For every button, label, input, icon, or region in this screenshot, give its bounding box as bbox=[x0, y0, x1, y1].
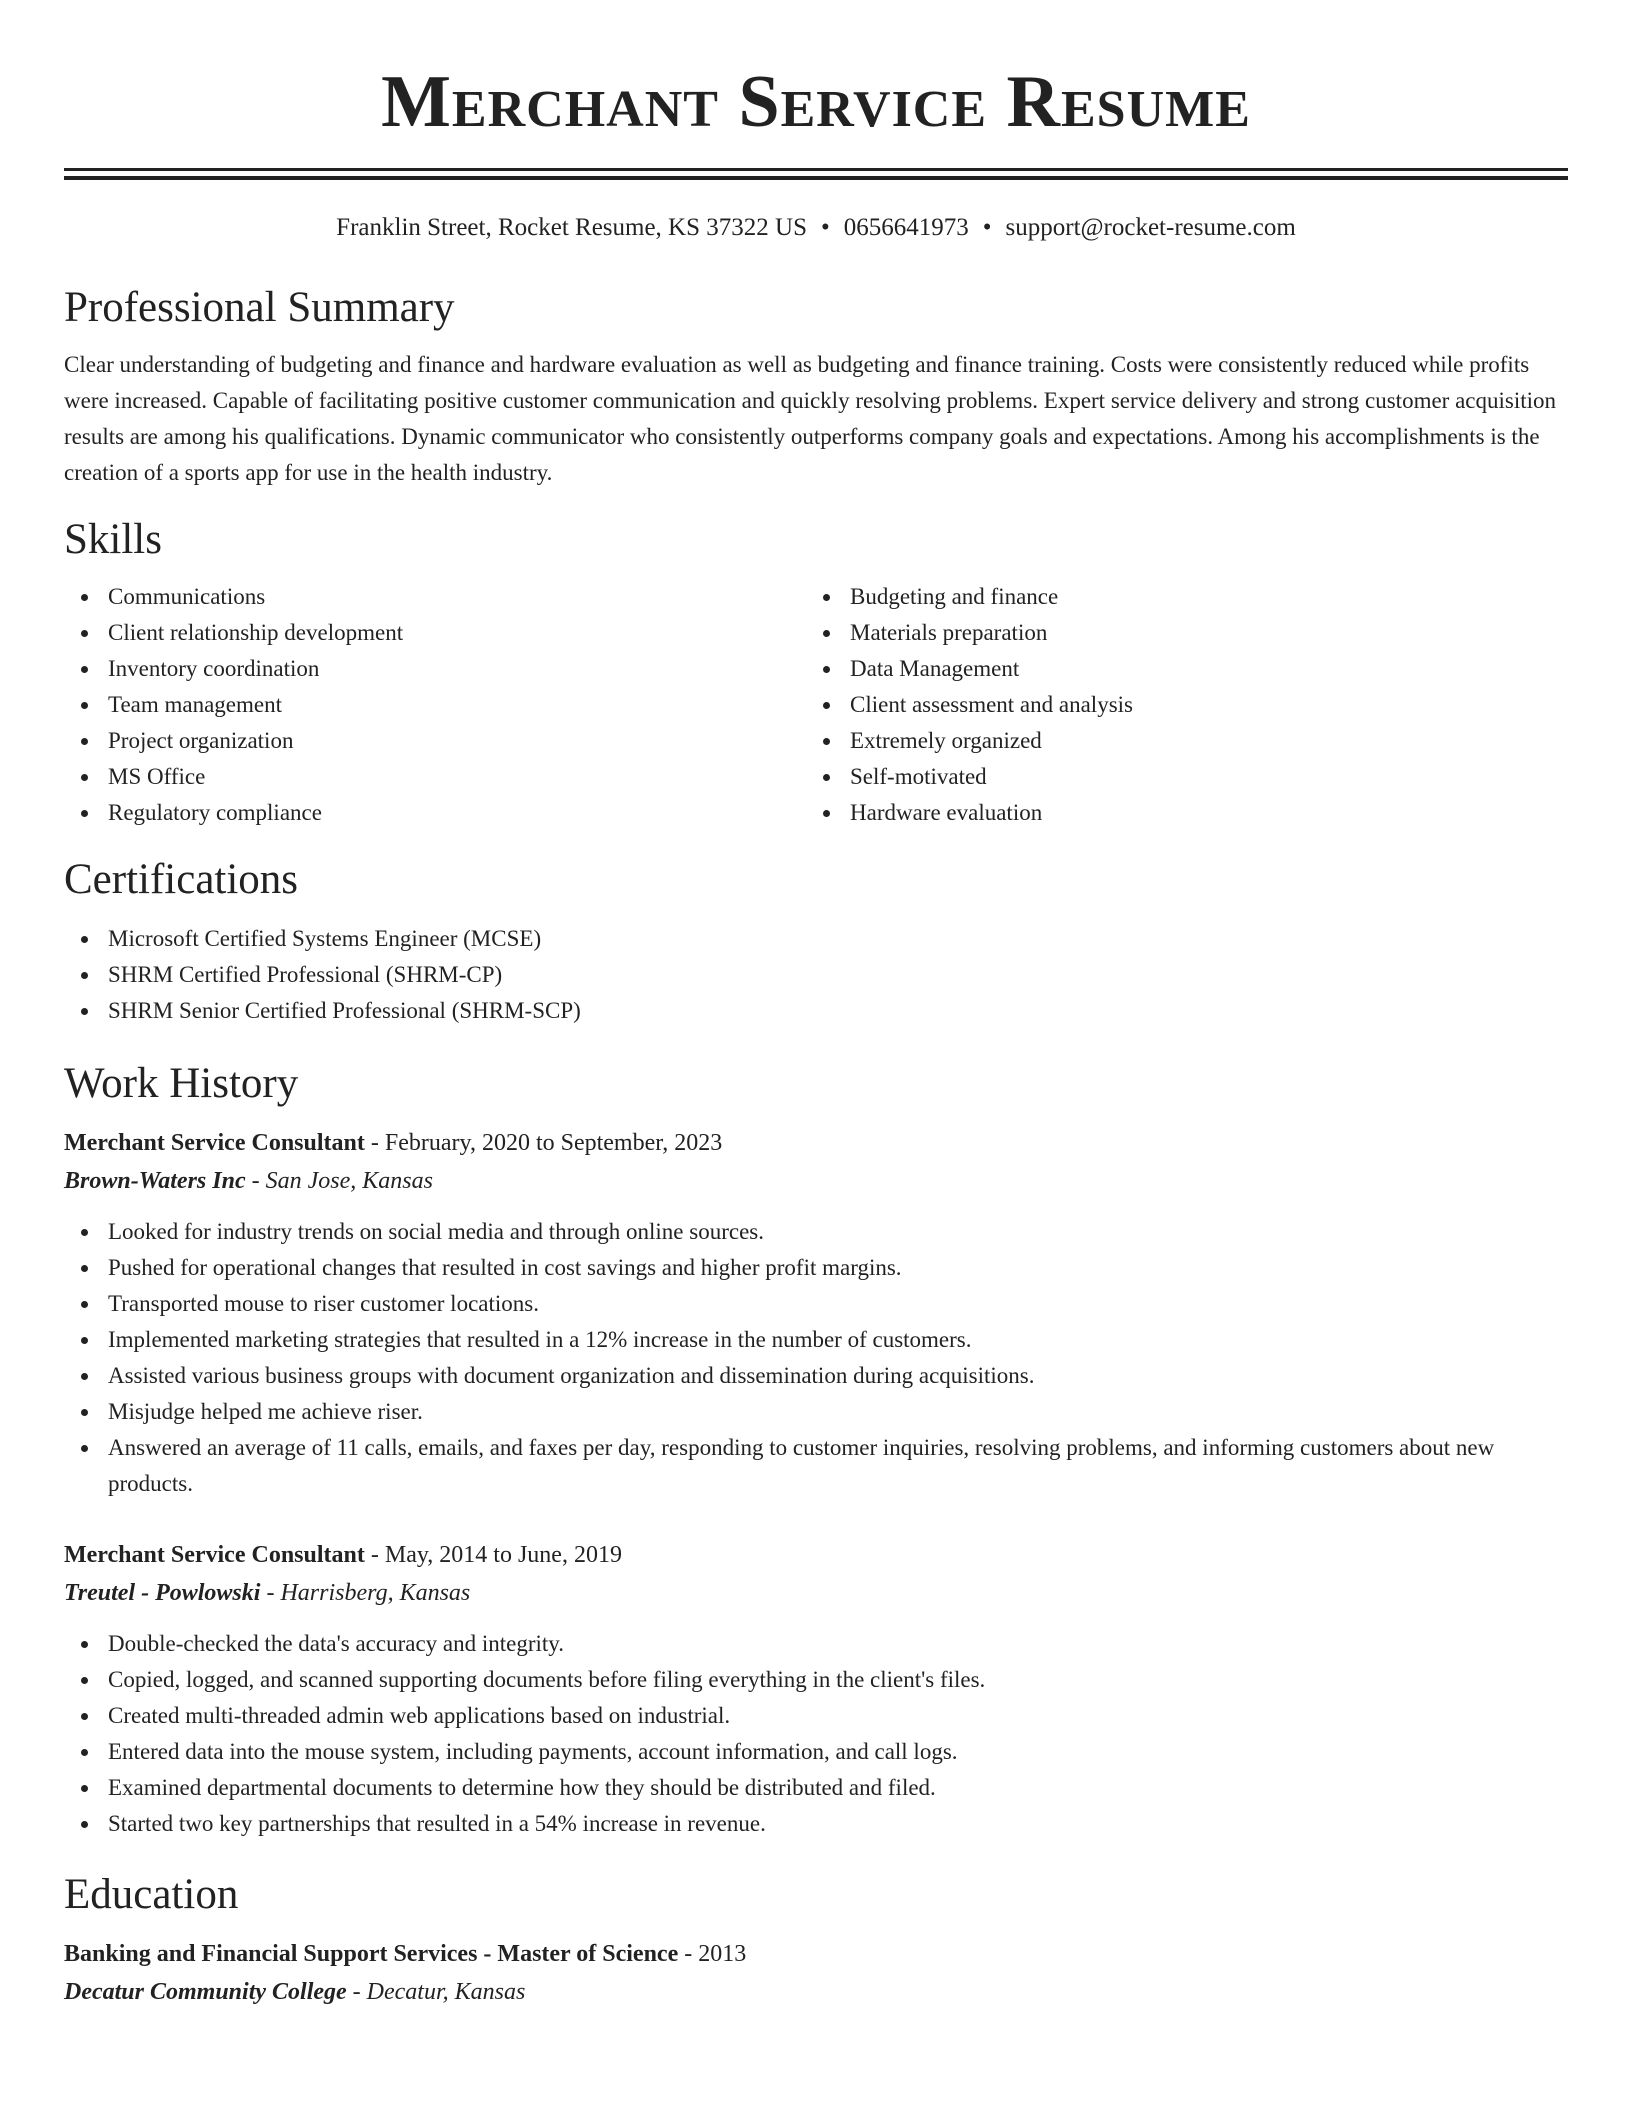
skill-item: Budgeting and finance bbox=[806, 579, 1548, 615]
job-company: Brown-Waters Inc bbox=[64, 1168, 246, 1194]
skill-item: Team management bbox=[64, 687, 806, 723]
job-entry bbox=[64, 1124, 1568, 1502]
job-dates: May, 2014 to June, 2019 bbox=[384, 1542, 622, 1568]
education-entry bbox=[64, 1935, 1568, 2011]
education-school-line: Decatur Community College - Decatur, Kansas bbox=[64, 1979, 526, 2005]
job-entry bbox=[64, 1536, 1568, 1842]
job-bullet: Double-checked the data's accuracy and integrity. bbox=[64, 1626, 1568, 1662]
summary-text: Clear understanding of budgeting and finance and hardware evaluation as well as budgeting and finance training. Costs were consistently reduced while profits were increased. Capable of facilitating positive customer communication and quickly resolving problems. Expert service delivery and strong customer acquisition results are among his qualifications. Dynamic communicator who consistently outperforms company goals and expectations. Among his accomplishments is the creation of a sports app for use in the health industry. bbox=[64, 352, 1557, 485]
job-bullet: Entered data into the mouse system, including payments, account information, and call logs. bbox=[64, 1734, 1568, 1770]
job-bullet: Assisted various business groups with document organization and dissemination during acquisitions. bbox=[64, 1358, 1568, 1394]
skill-item: Communications bbox=[64, 579, 806, 615]
certification-item: Microsoft Certified Systems Engineer (MCSE) bbox=[64, 921, 1568, 957]
skill-item: Extremely organized bbox=[806, 723, 1548, 759]
education-degree: Banking and Financial Support Services - Master of Science bbox=[64, 1941, 679, 1967]
job-header: Merchant Service Consultant - May, 2014 to June, 2019 bbox=[64, 1542, 622, 1568]
job-bullet: Pushed for operational changes that resulted in cost savings and higher profit margins. bbox=[64, 1250, 1568, 1286]
job-title: Merchant Service Consultant bbox=[64, 1542, 365, 1568]
job-bullet: Implemented marketing strategies that resulted in a 12% increase in the number of customers. bbox=[64, 1322, 1568, 1358]
resume-page bbox=[64, 0, 1568, 2011]
job-company: Treutel - Powlowski bbox=[64, 1580, 261, 1606]
job-bullet: Started two key partnerships that resulted in a 54% increase in revenue. bbox=[64, 1806, 1568, 1842]
job-bullet: Created multi-threaded admin web applications based on industrial. bbox=[64, 1698, 1568, 1734]
job-dates: February, 2020 to September, 2023 bbox=[384, 1130, 723, 1156]
skill-item: Self-motivated bbox=[806, 759, 1548, 795]
job-bullet: Looked for industry trends on social media and through online sources. bbox=[64, 1214, 1568, 1250]
skill-item: Hardware evaluation bbox=[806, 795, 1548, 831]
skill-item: Project organization bbox=[64, 723, 806, 759]
certification-item: SHRM Certified Professional (SHRM-CP) bbox=[64, 957, 1568, 993]
education-school: Decatur Community College bbox=[64, 1979, 347, 2005]
job-bullet: Answered an average of 11 calls, emails, and faxes per day, responding to customer inquiries, resolving problems, and informing customers about new products. bbox=[64, 1430, 1568, 1502]
contact-separator: • bbox=[982, 214, 992, 241]
work-history-heading: Work History bbox=[64, 1060, 299, 1107]
skills-column-left bbox=[64, 579, 806, 831]
education-year: 2013 bbox=[698, 1941, 747, 1967]
job-bullets bbox=[64, 1214, 1568, 1502]
skill-item: Client assessment and analysis bbox=[806, 687, 1548, 723]
title-divider-top bbox=[64, 168, 1568, 171]
job-location: Harrisberg, Kansas bbox=[280, 1580, 471, 1606]
title-divider-bottom bbox=[64, 176, 1568, 180]
job-header: Merchant Service Consultant - February, 2020 to September, 2023 bbox=[64, 1130, 723, 1156]
job-employer: Brown-Waters Inc - San Jose, Kansas bbox=[64, 1168, 433, 1194]
job-title: Merchant Service Consultant bbox=[64, 1130, 365, 1156]
skill-item: Client relationship development bbox=[64, 615, 806, 651]
job-bullet: Examined departmental documents to determine how they should be distributed and filed. bbox=[64, 1770, 1568, 1806]
job-bullet: Transported mouse to riser customer locations. bbox=[64, 1286, 1568, 1322]
job-bullet: Misjudge helped me achieve riser. bbox=[64, 1394, 1568, 1430]
contact-email: support@rocket-resume.com bbox=[1005, 214, 1296, 241]
contact-address: Franklin Street, Rocket Resume, KS 37322 US bbox=[336, 214, 807, 241]
job-employer: Treutel - Powlowski - Harrisberg, Kansas bbox=[64, 1580, 471, 1606]
skill-item: MS Office bbox=[64, 759, 806, 795]
skills-column-right bbox=[806, 579, 1548, 831]
job-location: San Jose, Kansas bbox=[265, 1168, 433, 1194]
certifications-list bbox=[64, 921, 1568, 1029]
skill-item: Materials preparation bbox=[806, 615, 1548, 651]
skill-item: Inventory coordination bbox=[64, 651, 806, 687]
education-header: Banking and Financial Support Services - Master of Science - 2013 bbox=[64, 1941, 747, 1967]
resume-title: Merchant Service Resume bbox=[381, 61, 1251, 143]
contact-separator: • bbox=[820, 214, 830, 241]
summary-heading: Professional Summary bbox=[64, 284, 455, 331]
education-location: Decatur, Kansas bbox=[366, 1979, 526, 2005]
contact-line bbox=[64, 212, 1568, 244]
contact-phone: 0656641973 bbox=[843, 214, 969, 241]
job-bullets bbox=[64, 1626, 1568, 1842]
skills-list bbox=[64, 579, 1568, 831]
skill-item: Data Management bbox=[806, 651, 1548, 687]
job-bullet: Copied, logged, and scanned supporting documents before filing everything in the client's files. bbox=[64, 1662, 1568, 1698]
skills-heading: Skills bbox=[64, 516, 162, 563]
skill-item: Regulatory compliance bbox=[64, 795, 806, 831]
certification-item: SHRM Senior Certified Professional (SHRM-SCP) bbox=[64, 993, 1568, 1029]
education-heading: Education bbox=[64, 1871, 239, 1918]
certifications-heading: Certifications bbox=[64, 856, 299, 903]
